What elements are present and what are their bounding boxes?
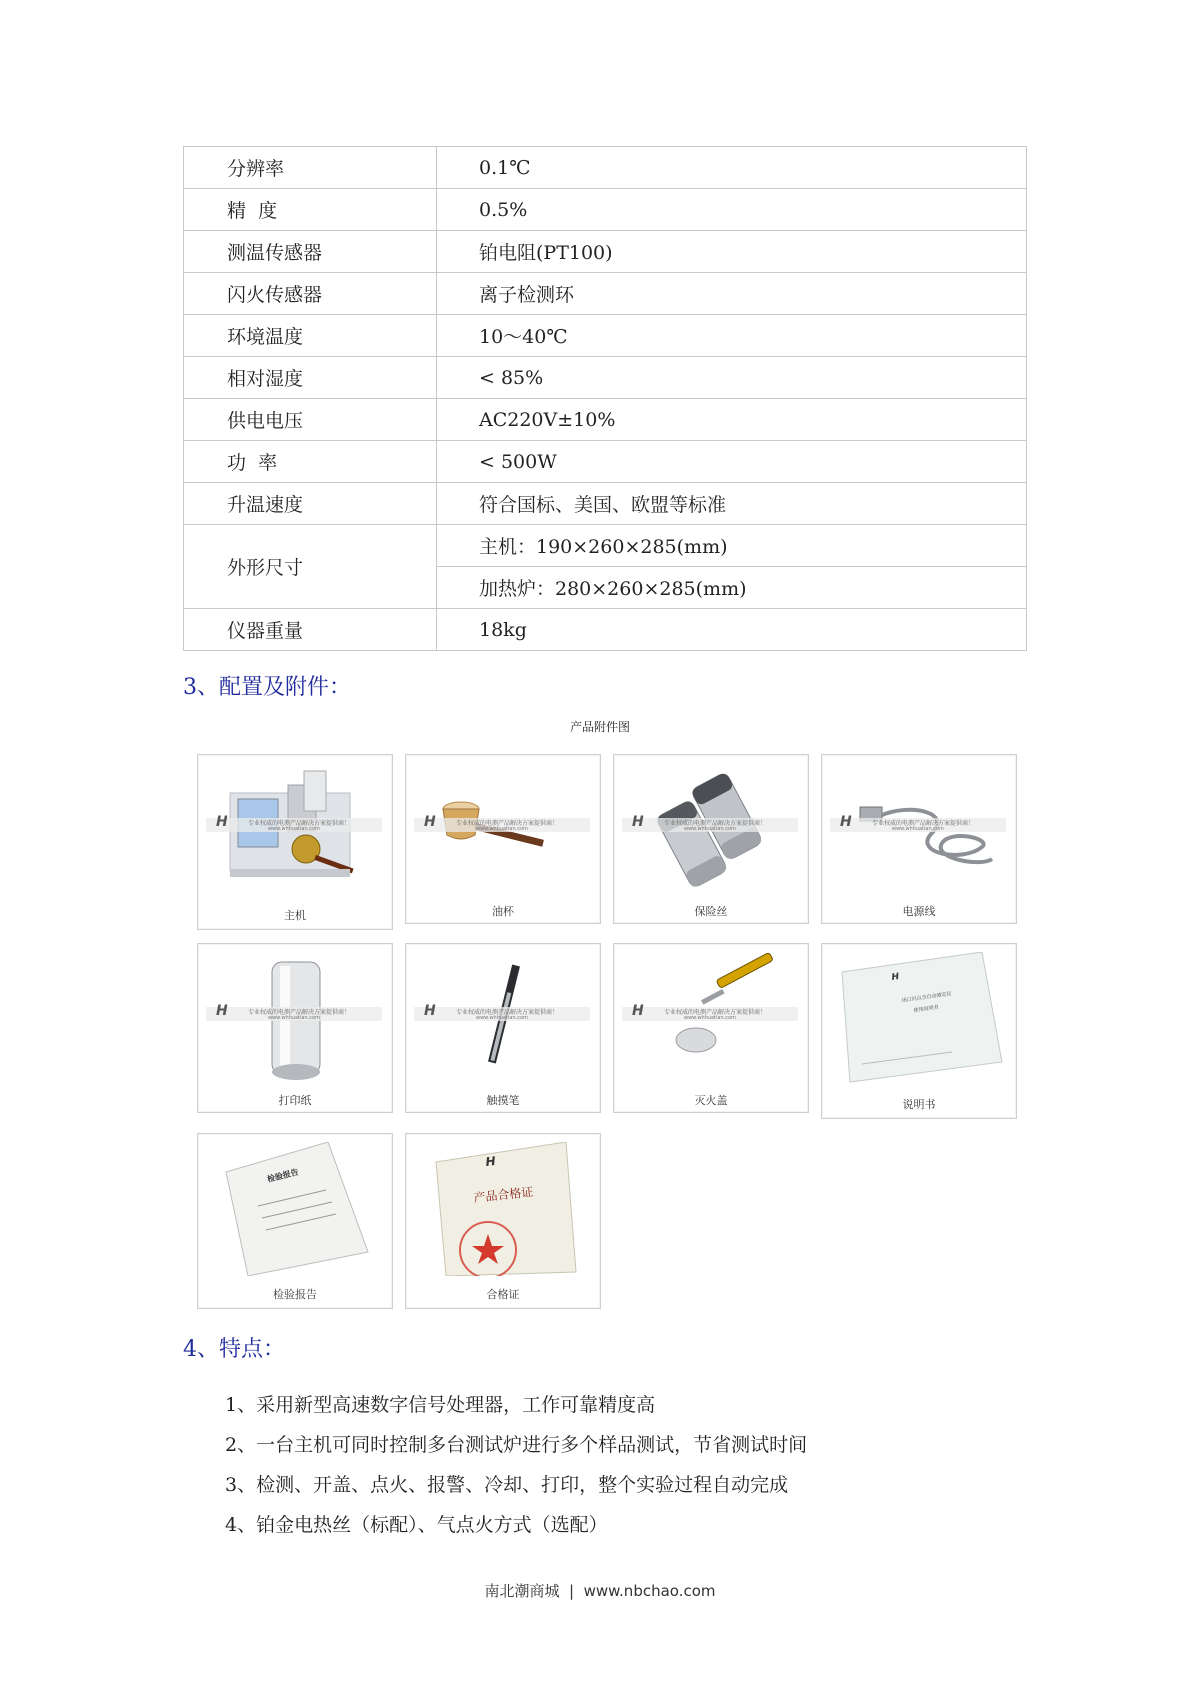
table-row bbox=[184, 147, 1027, 189]
manual-title-text: 闭口闪点全自动测定仪 bbox=[901, 991, 952, 1004]
spec-value: 符合国标、美国、欧盟等标准 bbox=[437, 483, 1027, 525]
feature-item: 2、一台主机可同时控制多台测试炉进行多个样品测试，节省测试时间 bbox=[225, 1434, 808, 1456]
spec-key: 闪火传感器 bbox=[184, 273, 437, 315]
feature-item: 1、采用新型高速数字信号处理器，工作可靠精度高 bbox=[225, 1394, 656, 1416]
watermark-text: 专业权威的电测产品解决方案提供商！ bbox=[456, 820, 559, 827]
watermark-logo: H bbox=[632, 814, 644, 830]
table-row bbox=[184, 609, 1027, 651]
spec-value: < 85% bbox=[437, 357, 1027, 399]
watermark-text: 专业权威的电测产品解决方案提供商！ bbox=[664, 1009, 767, 1016]
certificate-title-text: 产品合格证 bbox=[472, 1184, 535, 1205]
footer-text: 南北潮商城 | www.nbchao.com bbox=[484, 1582, 716, 1600]
watermark-url: www.whhuatian.com bbox=[684, 826, 736, 832]
spec-key: 环境温度 bbox=[184, 315, 437, 357]
feature-item: 4、铂金电热丝（标配）、气点火方式（选配） bbox=[225, 1514, 608, 1536]
spec-key: 仪器重量 bbox=[184, 609, 437, 651]
accessory-card-certificate bbox=[405, 1133, 601, 1309]
spec-value: 18kg bbox=[437, 609, 1027, 651]
feature-item: 3、检测、开盖、点火、报警、冷却、打印，整个实验过程自动完成 bbox=[225, 1474, 789, 1496]
spec-value: 离子检测环 bbox=[437, 273, 1027, 315]
accessory-card-fire-cover bbox=[613, 943, 809, 1113]
accessory-card-inspection-report bbox=[197, 1133, 393, 1309]
accessory-card-manual bbox=[821, 943, 1017, 1119]
table-row bbox=[184, 273, 1027, 315]
spec-table bbox=[183, 146, 1027, 651]
accessory-card-fuse bbox=[613, 754, 809, 924]
table-row bbox=[184, 441, 1027, 483]
report-image bbox=[208, 1142, 380, 1276]
spec-key: 分辨率 bbox=[184, 147, 437, 189]
accessory-label: 油杯 bbox=[492, 905, 514, 918]
spec-value: 10～40℃ bbox=[437, 315, 1027, 357]
watermark-url: www.whhuatian.com bbox=[684, 1015, 736, 1021]
spec-value: 铂电阻(PT100) bbox=[437, 231, 1027, 273]
accessory-label: 说明书 bbox=[902, 1098, 936, 1111]
manual-image bbox=[832, 952, 1004, 1086]
watermark-logo: H bbox=[840, 814, 852, 830]
page-footer bbox=[0, 1580, 1200, 1601]
accessory-label: 合格证 bbox=[486, 1288, 520, 1301]
table-row bbox=[184, 315, 1027, 357]
accessory-label: 主机 bbox=[284, 909, 306, 922]
watermark-url: www.whhuatian.com bbox=[476, 826, 528, 832]
manual-subtitle-text: 使用说明书 bbox=[913, 1004, 940, 1014]
table-row bbox=[184, 189, 1027, 231]
svg-text:H: H bbox=[484, 1154, 497, 1169]
section-3-heading: 3、配置及附件： bbox=[183, 675, 351, 700]
watermark-text: 专业权威的电测产品解决方案提供商！ bbox=[248, 820, 351, 827]
report-title-text: 检验报告 bbox=[266, 1166, 300, 1184]
accessory-label: 检验报告 bbox=[273, 1288, 317, 1301]
table-row bbox=[184, 483, 1027, 525]
watermark-url: www.whhuatian.com bbox=[268, 1015, 320, 1021]
accessory-card-power-cord bbox=[821, 754, 1017, 924]
watermark-logo: H bbox=[216, 814, 228, 830]
spec-key: 功 率 bbox=[184, 441, 437, 483]
accessory-label: 电源线 bbox=[902, 905, 936, 918]
table-row bbox=[184, 399, 1027, 441]
table-row bbox=[184, 357, 1027, 399]
accessory-label: 灭火盖 bbox=[694, 1094, 728, 1107]
watermark-url: www.whhuatian.com bbox=[476, 1015, 528, 1021]
table-row bbox=[184, 525, 1027, 567]
spec-value: 0.1℃ bbox=[437, 147, 1027, 189]
spec-value: 加热炉：280×260×285(mm) bbox=[437, 567, 1027, 609]
watermark-logo: H bbox=[632, 1003, 644, 1019]
table-row bbox=[184, 231, 1027, 273]
spec-value: 主机：190×260×285(mm) bbox=[437, 525, 1027, 567]
spec-key: 供电电压 bbox=[184, 399, 437, 441]
watermark-text: 专业权威的电测产品解决方案提供商！ bbox=[664, 820, 767, 827]
watermark-text: 专业权威的电测产品解决方案提供商！ bbox=[248, 1009, 351, 1016]
spec-key: 精 度 bbox=[184, 189, 437, 231]
accessory-label: 触摸笔 bbox=[486, 1094, 520, 1107]
accessory-label: 保险丝 bbox=[694, 905, 728, 918]
accessory-card-main-unit bbox=[197, 754, 393, 930]
spec-value: < 500W bbox=[437, 441, 1027, 483]
watermark-text: 专业权威的电测产品解决方案提供商！ bbox=[456, 1009, 559, 1016]
watermark-url: www.whhuatian.com bbox=[892, 826, 944, 832]
watermark-logo: H bbox=[424, 814, 436, 830]
spec-key: 测温传感器 bbox=[184, 231, 437, 273]
section-4-heading: 4、特点： bbox=[183, 1337, 285, 1362]
accessory-card-stylus bbox=[405, 943, 601, 1113]
spec-key: 外形尺寸 bbox=[184, 525, 437, 609]
spec-key: 相对湿度 bbox=[184, 357, 437, 399]
certificate-image bbox=[416, 1142, 588, 1276]
watermark-logo: H bbox=[424, 1003, 436, 1019]
accessory-card-printer-paper bbox=[197, 943, 393, 1113]
svg-text:H: H bbox=[891, 972, 900, 983]
spec-value: 0.5% bbox=[437, 189, 1027, 231]
spec-key: 升温速度 bbox=[184, 483, 437, 525]
spec-value: AC220V±10% bbox=[437, 399, 1027, 441]
watermark-url: www.whhuatian.com bbox=[268, 826, 320, 832]
accessory-card-oil-cup bbox=[405, 754, 601, 924]
watermark-text: 专业权威的电测产品解决方案提供商！ bbox=[872, 820, 975, 827]
accessory-label: 打印纸 bbox=[278, 1094, 312, 1107]
watermark-logo: H bbox=[216, 1003, 228, 1019]
figure-caption: 产品附件图 bbox=[569, 720, 630, 734]
